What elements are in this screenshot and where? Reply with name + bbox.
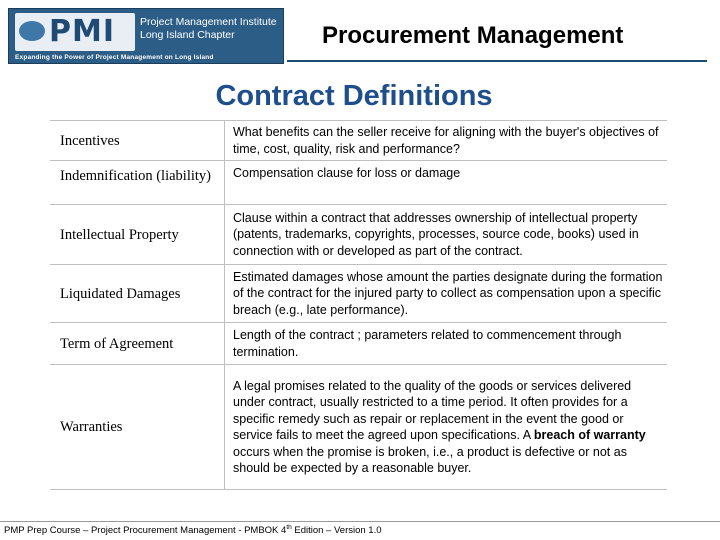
- definition-cell: Clause within a contract that addresses ownership of intellectual property (patents, trademarks, copyrights, processes, source code, books) used in connection with or developed as part of the contract.: [225, 205, 668, 265]
- definition-cell: Length of the contract ; parameters related to commencement through termination.: [225, 323, 668, 365]
- table-row: [50, 161, 667, 205]
- globe-icon: [19, 21, 45, 41]
- table-row: [50, 205, 667, 265]
- definition-text: A legal promises related to the quality of the goods or services delivered under contract, usually restricted to a time period. It often provides for a specific remedy such as repair or replacement in the event the good or service fails to meet the agreed upon specifications.: [233, 378, 632, 442]
- term-cell: Warranties: [60, 419, 123, 435]
- definitions-table: [50, 120, 667, 490]
- footer: [4, 524, 382, 536]
- definition-text: occurs when the promise is broken, i.e., a product is defective or not as should be expected by a reasonable buyer.: [233, 444, 627, 475]
- org-name-line2: Long Island Chapter: [140, 29, 235, 41]
- table-row: [50, 265, 667, 323]
- table-row: [50, 323, 667, 365]
- footer-text-end: Edition – Version 1.0: [291, 525, 382, 537]
- term-cell: Term of Agreement: [60, 335, 174, 352]
- org-tagline: Expanding the Power of Project Management on Long Island: [15, 54, 214, 61]
- footer-divider: [0, 521, 720, 522]
- org-name-line1: Project Management Institute: [140, 16, 277, 28]
- term-cell: Intellectual Property: [60, 226, 179, 243]
- pmi-logo: [8, 8, 284, 64]
- definition-text: A: [522, 428, 534, 442]
- header-title: Procurement Management: [322, 22, 624, 49]
- definition-emphasis: breach of warranty: [533, 428, 646, 442]
- term-cell: Liquidated Damages: [60, 285, 181, 302]
- footer-text: PMP Prep Course – Project Procurement Management - PMBOK 4: [4, 525, 287, 537]
- definition-cell: Compensation clause for loss or damage: [225, 161, 668, 205]
- term-cell: Indemnification (liability): [60, 168, 211, 184]
- table-row: [50, 365, 667, 490]
- pmi-logo-mark: [15, 13, 135, 51]
- table-row: [50, 121, 667, 161]
- footer-superscript: th: [286, 524, 292, 531]
- org-name: [140, 16, 277, 42]
- pmi-logo-text: PMI: [49, 14, 116, 49]
- header-divider: [287, 60, 707, 62]
- term-cell: Incentives: [60, 132, 120, 149]
- definition-cell: What benefits can the seller receive for aligning with the buyer's objectives of time, cost, quality, risk and performance?: [225, 121, 668, 161]
- page-title: Contract Definitions: [215, 80, 493, 112]
- definition-cell: Estimated damages whose amount the parties designate during the formation of the contract for the injured party to collect as compensation upon a specific breach (e.g., late performance).: [225, 265, 668, 323]
- definition-cell: [225, 365, 668, 490]
